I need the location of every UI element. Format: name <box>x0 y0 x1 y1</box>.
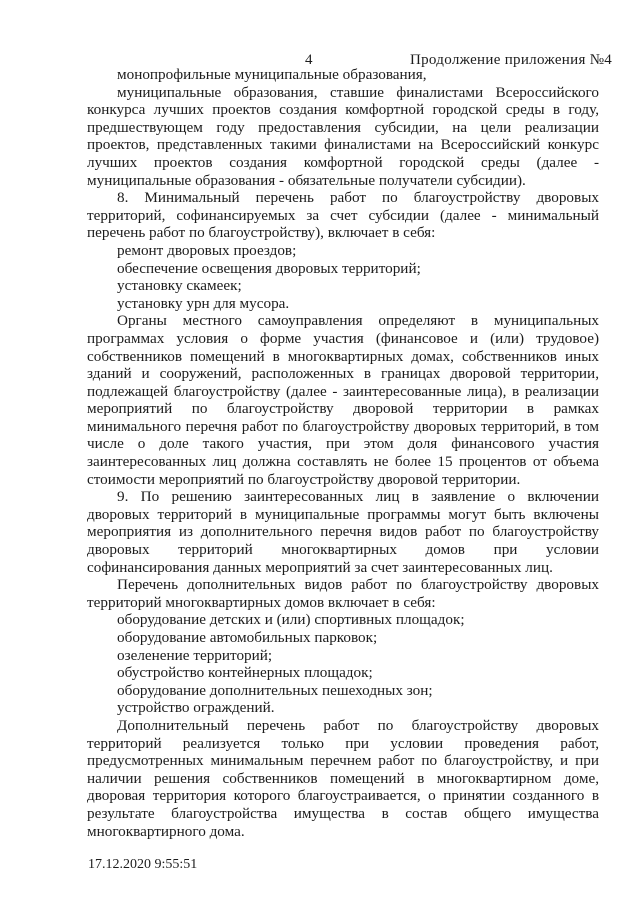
text-line: ремонт дворовых проездов; <box>117 241 297 259</box>
text-line: 8. Минимальный перечень работ по благоустройству дворовых <box>117 189 599 207</box>
appendix-label: Продолжение приложения №4 <box>410 52 613 68</box>
text-line: монопрофильные муниципальные образования, <box>117 66 427 83</box>
text-line: Органы местного самоуправления определяют в муниципальных <box>117 312 599 330</box>
text-line: Дополнительный перечень работ по благоустройству дворовых <box>117 716 599 734</box>
text-line: предшествующем году предоставления субсидии, на цели реализации <box>87 118 599 136</box>
text-line: дворовых территорий многоквартирных домов при условии <box>87 541 599 559</box>
text-line: проектов, представленных такими финалистами на Всероссийский конкурс <box>87 136 599 154</box>
text-line: мероприятий по благоустройству дворовой территории в рамках <box>87 400 599 418</box>
text-line: территорий, софинансируемых за счет субсидии (далее - минимальный <box>87 206 599 224</box>
text-line: оборудование детских и (или) спортивных площадок; <box>117 611 465 629</box>
text-line: дворовых территорий в муниципальные программы могут быть включены <box>87 505 599 523</box>
text-line: обеспечение освещения дворовых территорий; <box>117 259 421 277</box>
text-line: территорий многоквартирных домов включает в себя: <box>87 593 436 611</box>
text-line: наличии решения собственников помещений в многоквартирном доме, <box>87 769 599 787</box>
text-line: 9. По решению заинтересованных лиц в заявление о включении <box>117 488 599 506</box>
page-number: 4 <box>305 52 313 68</box>
text-line: многоквартирного дома. <box>87 822 245 840</box>
text-line: мероприятия из дополнительного перечня видов работ по благоустройству <box>87 523 599 541</box>
text-line: оборудование дополнительных пешеходных зон; <box>117 681 433 699</box>
text-line: конкурса лучших проектов создания комфортной городской среды в году, <box>87 101 599 119</box>
text-line: устройство ограждений. <box>117 699 275 717</box>
text-line: заинтересованных лиц должна составлять не более 15 процентов от объема <box>87 453 599 471</box>
text-line: зданий и сооружений, расположенных в границах дворовой территории, <box>87 365 599 383</box>
text-line: территорий реализуется только при условии проведения работ, <box>87 734 599 752</box>
text-line: озеленение территорий; <box>117 646 273 664</box>
text-line: лучших проектов создания комфортной городской среды (далее - <box>87 153 599 171</box>
text-line: софинансирования данных мероприятий за счет заинтересованных лиц. <box>87 558 553 576</box>
text-line: предусмотренных минимальным перечнем работ по благоустройству, и при <box>87 752 599 770</box>
text-line: муниципальные образования - обязательные получатели субсидии). <box>87 171 526 189</box>
text-line: минимального перечня работ по благоустройству дворовых территорий, в том <box>87 417 599 435</box>
text-line: подлежащей благоустройству (далее - заинтересованные лица), в реализации <box>87 382 599 400</box>
text-line: собственников помещений в многоквартирных домах, собственников иных <box>87 347 599 365</box>
text-line: перечень работ по благоустройству), включает в себя: <box>87 224 436 242</box>
text-line: стоимости мероприятий по благоустройству дворовой территории. <box>87 470 521 488</box>
text-line: результате благоустройства имущества в состав общего имущества <box>87 804 599 822</box>
text-line: обустройство контейнерных площадок; <box>117 664 373 682</box>
document-body <box>87 66 599 840</box>
text-line: оборудование автомобильных парковок; <box>117 629 378 646</box>
text-line: дворовая территория которого благоустраивается, о принятии созданного в <box>87 787 599 805</box>
footer-timestamp: 17.12.2020 9:55:51 <box>88 857 198 872</box>
text-line: программах условия о форме участия (финансовое и (или) трудовое) <box>87 329 599 347</box>
text-line: числе о доле такого участия, при этом доля финансового участия <box>87 435 599 453</box>
text-line: установку урн для мусора. <box>117 294 290 312</box>
text-line: Перечень дополнительных видов работ по благоустройству дворовых <box>117 576 599 594</box>
text-line: муниципальные образования, ставшие финалистами Всероссийского <box>117 83 599 101</box>
text-line: установку скамеек; <box>117 277 242 295</box>
